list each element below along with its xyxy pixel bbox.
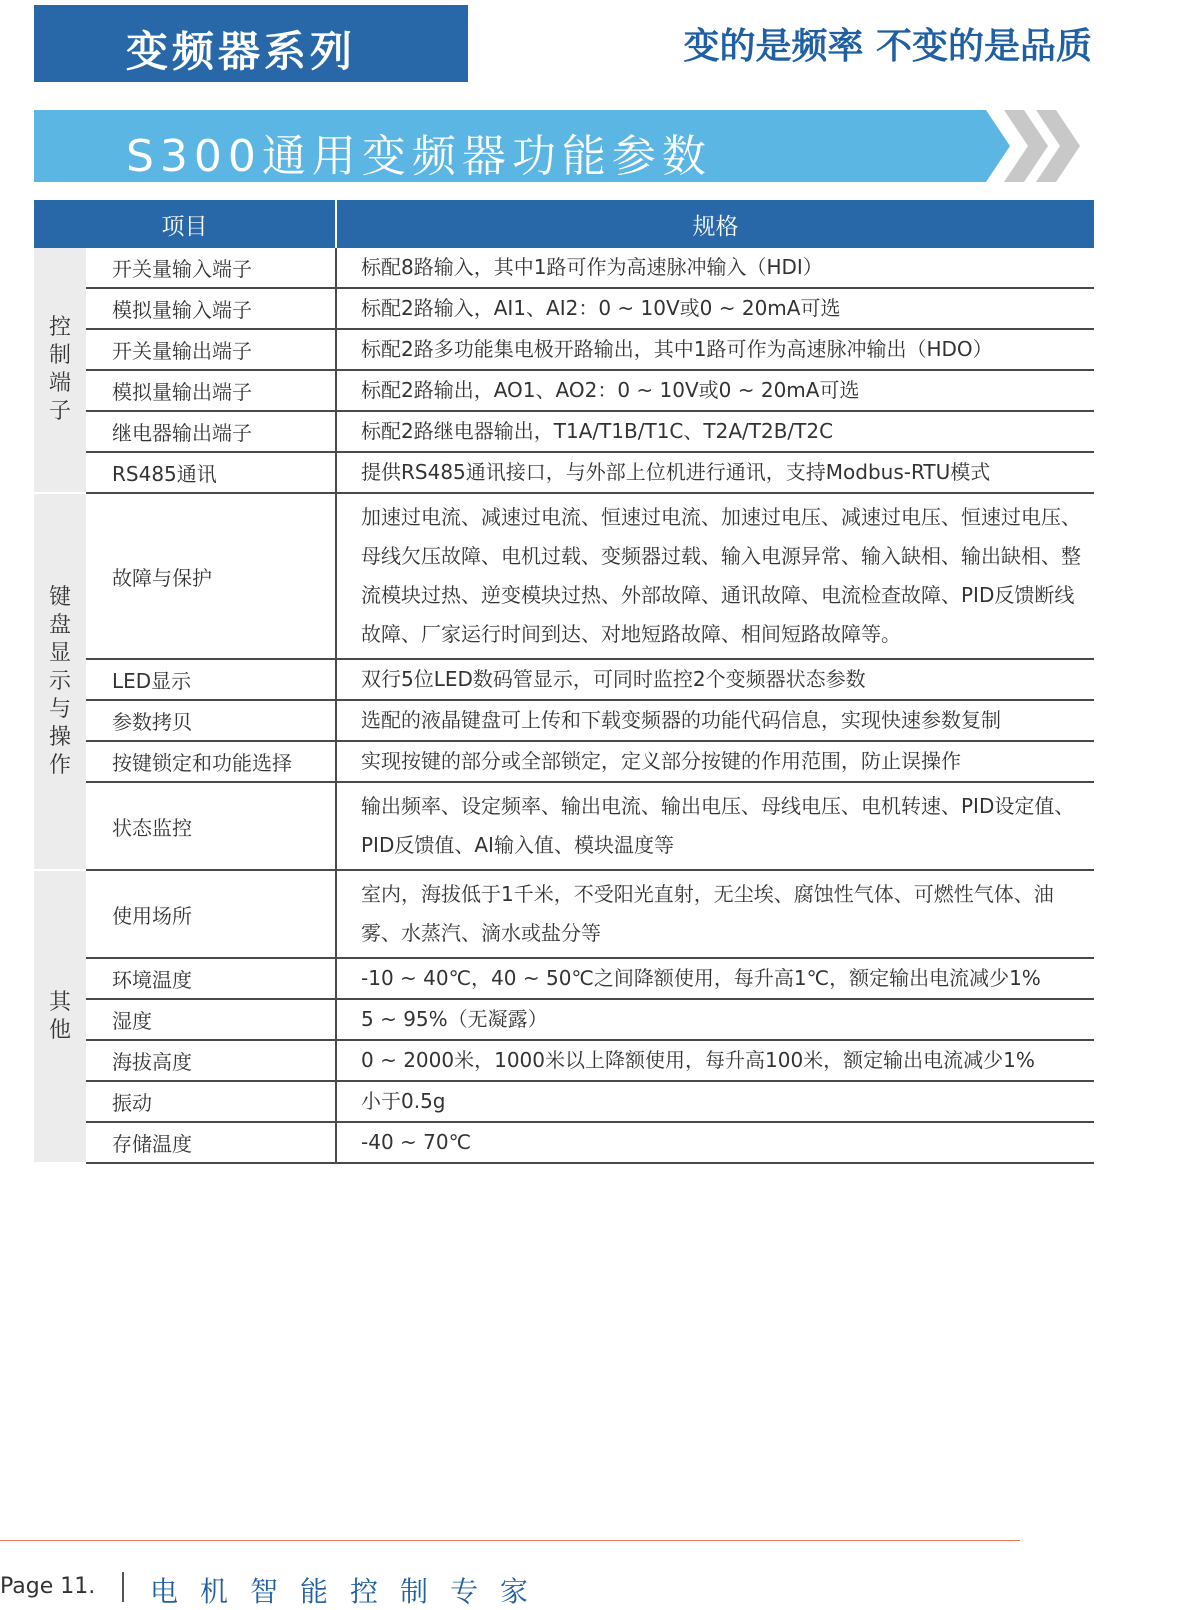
row-item: 继电器输出端子	[86, 411, 336, 452]
row-spec: 标配2路继电器输出，T1A/T1B/T1C、T2A/T2B/T2C	[336, 411, 1094, 452]
row-spec: 标配8路输入，其中1路可作为高速脉冲输入（HDI）	[336, 248, 1094, 288]
series-banner	[34, 5, 468, 82]
double-chevron-right-icon	[1004, 110, 1080, 182]
table-header-row	[34, 200, 1094, 248]
section-title: S300通用变频器功能参数	[126, 131, 712, 182]
table-row	[34, 370, 1094, 411]
header-item: 项目	[34, 200, 336, 248]
table-row	[34, 411, 1094, 452]
category-other: 其他	[34, 870, 86, 1163]
row-spec: -10 ~ 40℃，40 ~ 50℃之间降额使用，每升高1℃，额定输出电流减少1%	[336, 958, 1094, 999]
row-spec: 标配2路多功能集电极开路输出，其中1路可作为高速脉冲输出（HDO）	[336, 329, 1094, 370]
table-row	[34, 782, 1094, 870]
row-item: 按键锁定和功能选择	[86, 741, 336, 782]
footer-divider	[0, 1540, 1020, 1541]
row-spec: 室内，海拔低于1千米，不受阳光直射，无尘埃、腐蚀性气体、可燃性气体、油雾、水蒸汽、滴水或盐分等	[336, 870, 1094, 958]
category-control: 控制端子	[34, 248, 86, 493]
table-row	[34, 700, 1094, 741]
header-spec: 规格	[336, 200, 1094, 248]
row-item: 参数拷贝	[86, 700, 336, 741]
row-item: 状态监控	[86, 782, 336, 870]
series-title: 变频器系列	[126, 27, 357, 76]
table-row	[34, 493, 1094, 659]
slogan: 变的是频率 不变的是品质	[683, 26, 1092, 67]
row-item: 开关量输出端子	[86, 329, 336, 370]
row-spec: 小于0.5g	[336, 1081, 1094, 1122]
row-spec: 双行5位LED数码管显示，可同时监控2个变频器状态参数	[336, 659, 1094, 700]
row-item: 开关量输入端子	[86, 248, 336, 288]
row-item: 海拔高度	[86, 1040, 336, 1081]
section-title-bar	[34, 110, 1094, 182]
row-item: 存储温度	[86, 1122, 336, 1163]
table-row	[34, 452, 1094, 493]
row-spec: 标配2路输入，AI1、AI2：0 ~ 10V或0 ~ 20mA可选	[336, 288, 1094, 329]
row-item: 环境温度	[86, 958, 336, 999]
row-spec: 0 ~ 2000米，1000米以上降额使用，每升高100米，额定输出电流减少1%	[336, 1040, 1094, 1081]
row-item: LED显示	[86, 659, 336, 700]
footer-separator	[122, 1572, 124, 1602]
row-spec: 实现按键的部分或全部锁定，定义部分按键的作用范围，防止误操作	[336, 741, 1094, 782]
table-row	[34, 999, 1094, 1040]
table-row	[34, 288, 1094, 329]
row-spec: 5 ~ 95%（无凝露）	[336, 999, 1094, 1040]
table-row	[34, 1081, 1094, 1122]
category-keypad: 键盘显示与操作	[34, 493, 86, 870]
table-row	[34, 958, 1094, 999]
page-number: Page 11.	[0, 1574, 96, 1599]
row-spec: 提供RS485通讯接口，与外部上位机进行通讯，支持Modbus-RTU模式	[336, 452, 1094, 493]
table-row	[34, 329, 1094, 370]
row-item: RS485通讯	[86, 452, 336, 493]
row-spec: 选配的液晶键盘可上传和下载变频器的功能代码信息，实现快速参数复制	[336, 700, 1094, 741]
row-spec: 标配2路输出，AO1、AO2：0 ~ 10V或0 ~ 20mA可选	[336, 370, 1094, 411]
row-spec: 输出频率、设定频率、输出电流、输出电压、母线电压、电机转速、PID设定值、PID反馈值、AI输入值、模块温度等	[336, 782, 1094, 870]
table-row	[34, 741, 1094, 782]
row-item: 模拟量输出端子	[86, 370, 336, 411]
row-item: 模拟量输入端子	[86, 288, 336, 329]
row-item: 使用场所	[86, 870, 336, 958]
row-spec: -40 ~ 70℃	[336, 1122, 1094, 1163]
table-row	[34, 248, 1094, 288]
spec-table	[34, 200, 1094, 1164]
row-spec: 加速过电流、减速过电流、恒速过电流、加速过电压、减速过电压、恒速过电压、母线欠压故障、电机过载、变频器过载、输入电源异常、输入缺相、输出缺相、整流模块过热、逆变模块过热、外部故障、通讯故障、电流检查故障、PID反馈断线故障、厂家运行时间到达、对地短路故障、相间短路故障等。	[336, 493, 1094, 659]
table-row	[34, 1040, 1094, 1081]
footer-tagline: 电机智能控制专家	[150, 1575, 551, 1608]
table-row	[34, 870, 1094, 958]
row-item: 振动	[86, 1081, 336, 1122]
table-row	[34, 1122, 1094, 1163]
row-item: 湿度	[86, 999, 336, 1040]
table-row	[34, 659, 1094, 700]
row-item: 故障与保护	[86, 493, 336, 659]
